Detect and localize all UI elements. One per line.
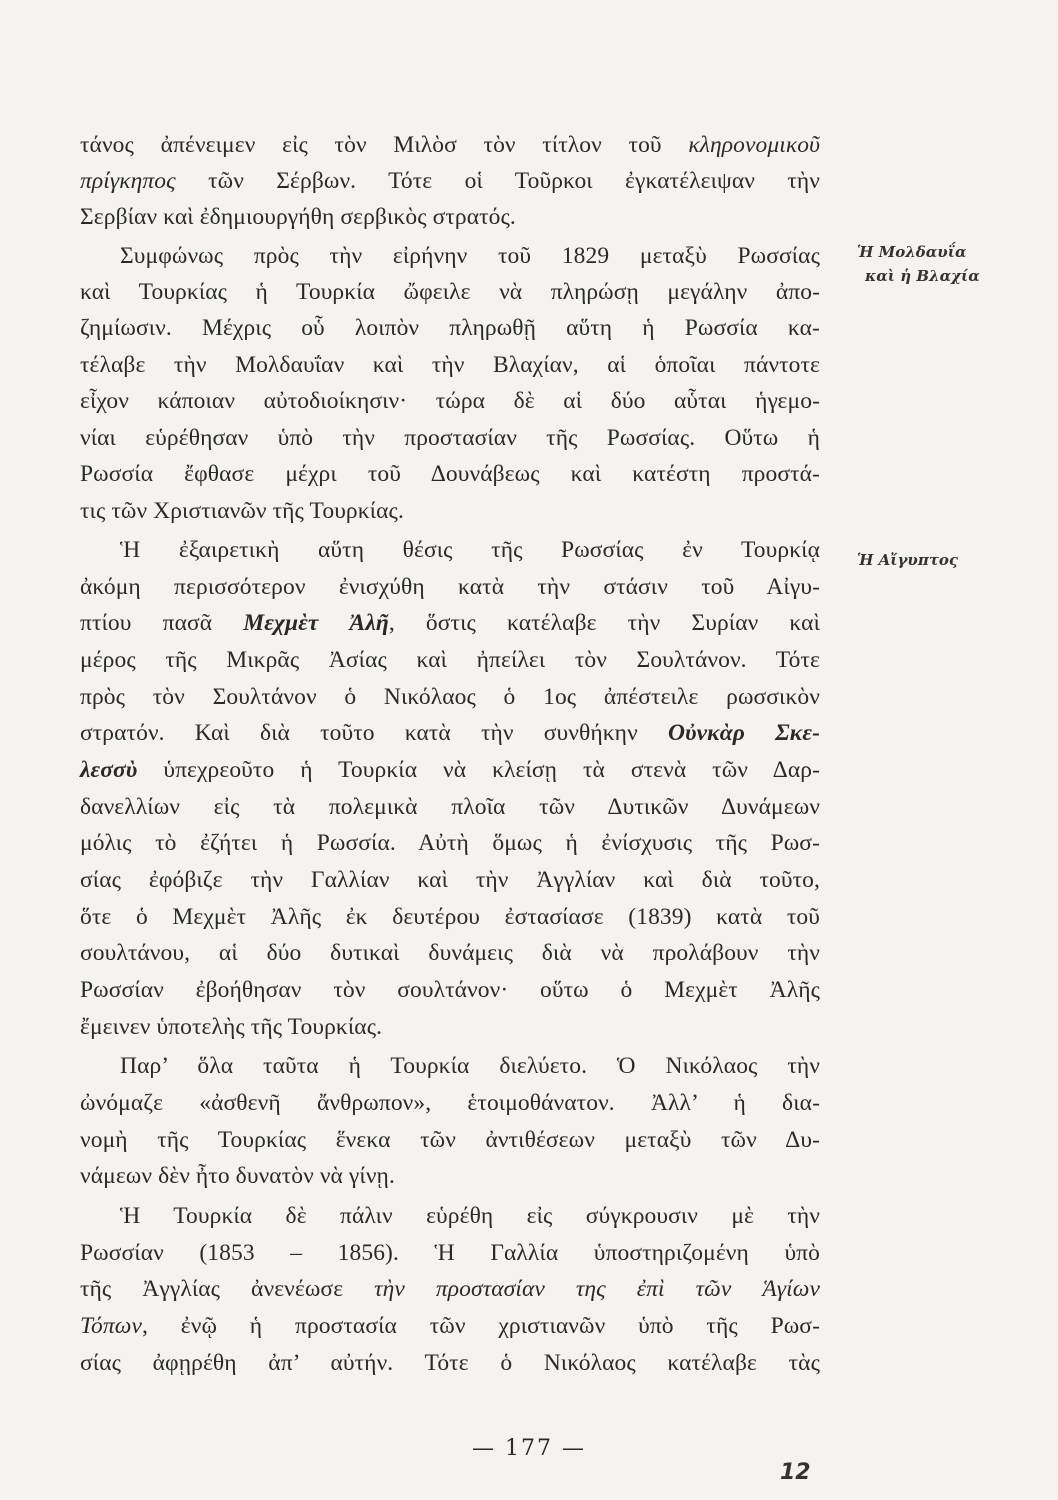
italic-term: πρίγκηπος	[80, 168, 176, 194]
text-line-17	[80, 716, 820, 750]
text-line-33	[80, 1309, 820, 1343]
text-line-16: πρὸς τὸν Σουλτάνον ὁ Νικόλαος ὁ 1ος ἀπέστειλε ρωσσικὸν	[80, 684, 820, 710]
text-line-28: νομὴ τῆς Τουρκίας ἕνεκα τῶν ἀντιθέσεων μεταξὺ τῶν Δυ-	[80, 1127, 820, 1153]
bold-name: λεσσὺ	[80, 757, 138, 783]
sheet-number: 12	[780, 1460, 811, 1485]
text-run: πτίου πασᾶ	[80, 610, 244, 636]
text-line-19: δανελλίων εἰς τὰ πολεμικὰ πλοῖα τῶν Δυτικῶν Δυνάμεων	[80, 794, 820, 820]
bold-name: Μεχμὲτ Ἀλῆ	[243, 610, 389, 636]
text-line-9: νίαι εὑρέθησαν ὑπὸ τὴν προστασίαν τῆς Ρωσσίας. Οὕτω ἡ	[80, 425, 820, 451]
text-run: , ἐνῷ ἡ προστασία τῶν χριστιανῶν ὑπὸ τῆς Ρωσ-	[141, 1313, 820, 1339]
text-line-25: ἔμεινεν ὑποτελὴς τῆς Τουρκίας.	[80, 1014, 383, 1040]
text-line-8: εἶχον κάποιαν αὐτοδιοίκησιν· τώρα δὲ αἱ δύο αὗται ἡγεμο-	[80, 388, 820, 414]
text-line-24: Ρωσσίαν ἐβοήθησαν τὸν σουλτάνον· οὕτω ὁ Μεχμὲτ Ἀλῆς	[80, 977, 820, 1003]
text-line-20: μόλις τὸ ἐζήτει ἡ Ρωσσία. Αὐτὴ ὅμως ἡ ἐνίσχυσις τῆς Ρωσ-	[80, 830, 820, 856]
text-line-14	[80, 606, 820, 640]
italic-term: κληρονομικοῦ	[688, 132, 820, 158]
text-line-10: Ρωσσία ἔφθασε μέχρι τοῦ Δουνάβεως καὶ κατέστη προστά-	[80, 461, 820, 487]
text-run: , ὅστις κατέλαβε τὴν Συρίαν καὶ	[388, 610, 820, 636]
text-line-18	[80, 753, 820, 787]
margin-note-line: καὶ ἡ Βλαχία	[865, 267, 980, 285]
margin-note-egypt: Ἡ Αἴγυπτος	[857, 551, 959, 569]
text-line-21: σίας ἐφόβιζε τὴν Γαλλίαν καὶ τὴν Ἀγγλίαν καὶ διὰ τοῦτο,	[80, 867, 820, 893]
text-line-22: ὅτε ὁ Μεχμὲτ Ἀλῆς ἐκ δευτέρου ἐστασίασε (1839) κατὰ τοῦ	[80, 904, 820, 930]
text-line-30: Ἡ Τουρκία δὲ πάλιν εὑρέθη εἰς σύγκρουσιν μὲ τὴν	[120, 1203, 820, 1229]
text-line-34: σίας ἀφῃρέθη ἀπ’ αὐτήν. Τότε ὁ Νικόλαος κατέλαβε τὰς	[80, 1350, 820, 1376]
text-run: στρατόν. Καὶ διὰ τοῦτο κατὰ τὴν συνθήκην	[80, 720, 668, 746]
text-line-23: σουλτάνου, αἱ δύο δυτικαὶ δυνάμεις διὰ νὰ προλάβουν τὴν	[80, 940, 820, 966]
text-line-26: Παρ’ ὅλα ταῦτα ἡ Τουρκία διελύετο. Ὁ Νικόλαος τὴν	[120, 1053, 820, 1079]
margin-note-moldavia	[857, 240, 1047, 288]
text-line-15: μέρος τῆς Μικρᾶς Ἀσίας καὶ ἠπείλει τὸν Σουλτάνον. Τότε	[80, 647, 820, 673]
text-run: ὑπεχρεοῦτο ἡ Τουρκία νὰ κλείσῃ τὰ στενὰ τῶν Δαρ-	[137, 757, 820, 783]
text-line-32	[80, 1272, 820, 1306]
text-line-27: ὠνόμαζε «ἀσθενῆ ἄνθρωπον», ἑτοιμοθάνατον. Ἀλλ’ ἡ δια-	[80, 1090, 820, 1116]
margin-note-line: Ἡ Μολδαυΐα	[857, 243, 967, 261]
text-line-2	[80, 164, 820, 198]
text-run: τῆς Ἀγγλίας ἀνενέωσε	[80, 1276, 375, 1302]
text-line-5: καὶ Τουρκίας ἡ Τουρκία ὤφειλε νὰ πληρώσῃ μεγάλην ἀπο-	[80, 279, 820, 305]
page-number: — 177 —	[472, 1436, 586, 1461]
text-line-4: Συμφώνως πρὸς τὴν εἰρήνην τοῦ 1829 μεταξὺ Ρωσσίας	[120, 243, 820, 269]
text-line-29: νάμεων δὲν ἦτο δυνατὸν νὰ γίνῃ.	[80, 1163, 395, 1189]
text-run: τάνος ἀπένειμεν εἰς τὸν Μιλὸσ τὸν τίτλον τοῦ	[80, 132, 689, 158]
italic-phrase: τὴν προστασίαν της ἐπὶ τῶν Ἁγίων	[374, 1276, 820, 1302]
text-line-1	[80, 128, 820, 162]
italic-phrase: Τόπων	[80, 1313, 142, 1339]
text-line-13: ἀκόμη περισσότερον ἐνισχύθη κατὰ τὴν στάσιν τοῦ Αἰγυ-	[80, 574, 820, 600]
text-run: τῶν Σέρβων. Τότε οἱ Τοῦρκοι ἐγκατέλειψαν τὴν	[175, 168, 820, 194]
text-line-11: τις τῶν Χριστιανῶν τῆς Τουρκίας.	[80, 498, 404, 524]
text-line-12: Ἡ ἐξαιρετικὴ αὕτη θέσις τῆς Ρωσσίας ἐν Τουρκίᾳ	[120, 537, 820, 563]
text-line-3: Σερβίαν καὶ ἐδημιουργήθη σερβικὸς στρατός.	[80, 204, 516, 230]
text-line-6: ζημίωσιν. Μέχρις οὗ λοιπὸν πληρωθῇ αὕτη ἡ Ρωσσία κα-	[80, 315, 820, 341]
text-line-7: τέλαβε τὴν Μολδαυΐαν καὶ τὴν Βλαχίαν, αἱ ὁποῖαι πάντοτε	[80, 352, 820, 378]
bold-name: Οὐνκὰρ Σκε-	[667, 720, 821, 746]
text-line-31: Ρωσσίαν (1853 – 1856). Ἡ Γαλλία ὑποστηριζομένη ὑπὸ	[80, 1240, 820, 1266]
